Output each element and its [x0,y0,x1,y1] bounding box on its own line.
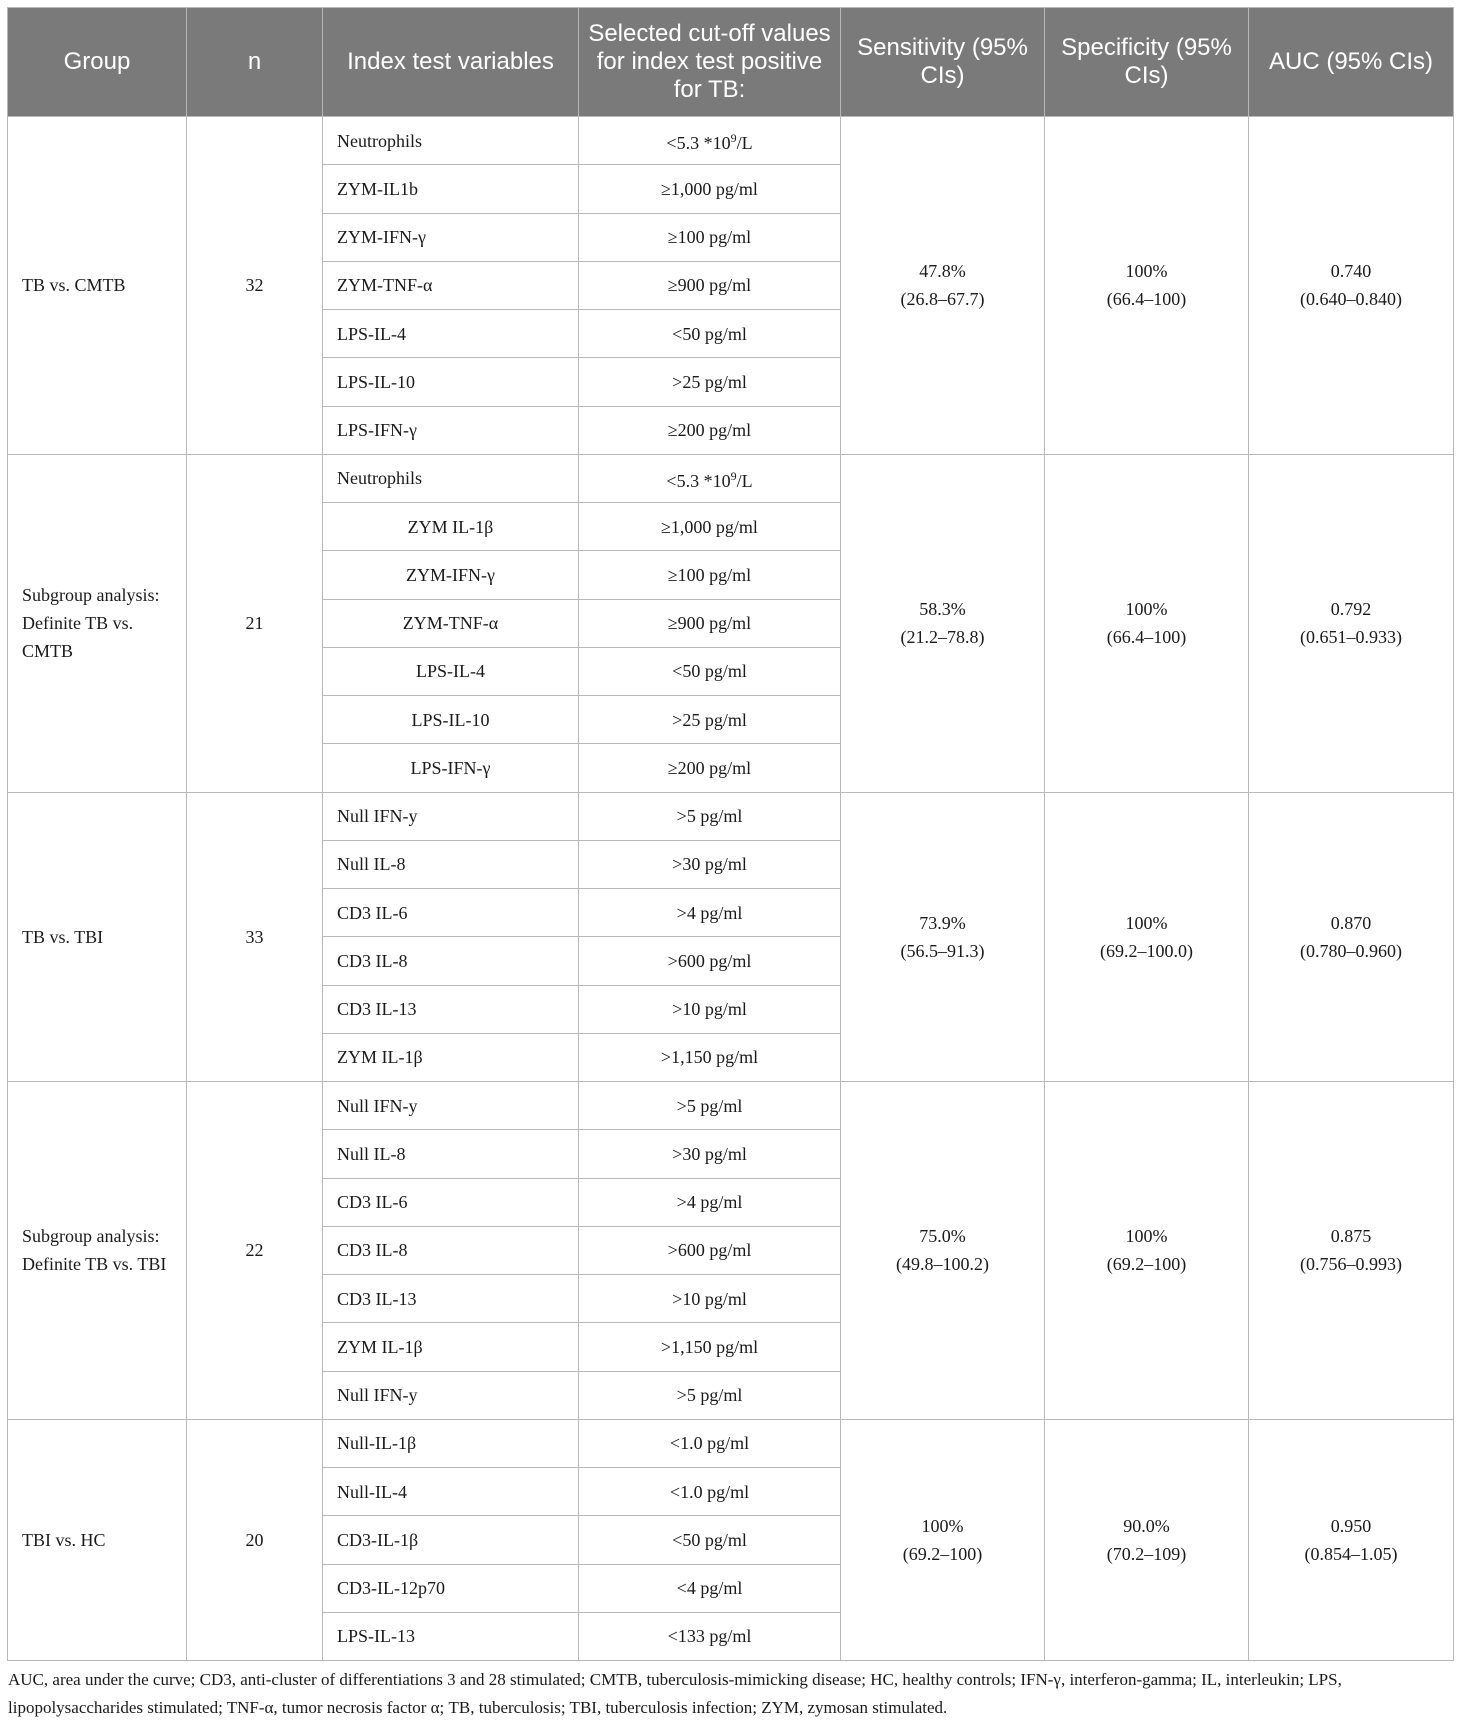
cutoff-cell [579,1275,841,1323]
cutoff-value: >30 pg/ml [672,1143,747,1164]
n-cell: 33 [187,792,323,1082]
cutoff-cell [579,261,841,309]
sensitivity-cell-value: 100% [921,1515,964,1536]
cutoff-cell [579,454,841,502]
index-variable-cell: CD3-IL-12p70 [323,1564,579,1612]
cutoff-cell [579,889,841,937]
specificity-cell [1045,792,1249,1082]
sensitivity-cell [841,1419,1045,1660]
index-variable-cell: LPS-IFN-γ [323,744,579,792]
cutoff-cell [579,937,841,985]
auc-cell [1249,1419,1454,1660]
cutoff-value: >5 pg/ml [676,806,743,827]
specificity-cell-ci: (69.2–100.0) [1100,940,1193,961]
cutoff-unit: /L [736,133,753,154]
sensitivity-cell-value: 73.9% [919,912,966,933]
specificity-cell-value: 90.0% [1123,1515,1170,1536]
index-variable-cell: ZYM-TNF-α [323,599,579,647]
n-cell: 32 [187,117,323,455]
cutoff-exponent: 9 [730,131,737,146]
specificity-cell-value: 100% [1125,599,1168,620]
cutoff-cell [579,117,841,165]
cutoff-value: ≥100 pg/ml [667,227,752,248]
cutoff-value: >1,150 pg/ml [660,1336,759,1357]
index-variable-cell: LPS-IL-4 [323,647,579,695]
cutoff-unit: /L [736,470,753,491]
specificity-cell-value: 100% [1125,261,1168,282]
cutoff-value: ≥100 pg/ml [667,564,752,585]
cutoff-value: >5 pg/ml [676,1095,743,1116]
specificity-cell [1045,1419,1249,1660]
table-footnote: AUC, area under the curve; CD3, anti-cluster of differentiations 3 and 28 stimulated; CMTB, tuberculosis-mimicking disease; HC, healthy controls; IFN-γ, interferon-gamma; IL, interleukin; LPS, lipopolysaccharides stimulated; TNF-α, tumor necrosis factor α; TB, tuberculosis; TBI, tuberculosis infection; ZYM, zymosan stimulated. [8,1670,1342,1717]
specificity-cell-value: 100% [1125,912,1168,933]
cutoff-value: <50 pg/ml [672,661,747,682]
cutoff-cell [579,647,841,695]
specificity-cell-value: 100% [1125,1226,1168,1247]
index-variable-cell: Null-IL-4 [323,1468,579,1516]
specificity-cell-ci: (69.2–100) [1106,1254,1187,1275]
cutoff-cell [579,1516,841,1564]
cutoff-cell [579,1130,841,1178]
cutoff-value: ≥1,000 pg/ml [661,178,758,199]
cutoff-cell [579,1082,841,1130]
sensitivity-cell-ci: (21.2–78.8) [900,627,985,648]
sensitivity-cell [841,117,1045,455]
index-variable-cell: LPS-IL-13 [323,1612,579,1660]
index-variable-cell: CD3 IL-8 [323,937,579,985]
index-variable-cell: CD3 IL-6 [323,889,579,937]
index-variable-cell: Null IFN-y [323,1371,579,1419]
index-variable-cell: Neutrophils [323,117,579,165]
auc-cell-value: 0.875 [1330,1226,1372,1247]
table-row [8,792,1454,840]
cutoff-cell [579,1468,841,1516]
cutoff-value: >4 pg/ml [676,902,743,923]
sensitivity-cell-ci: (56.5–91.3) [900,940,985,961]
sensitivity-cell [841,792,1045,1082]
index-variable-cell: ZYM-IL1b [323,165,579,213]
cutoff-value: <133 pg/ml [667,1626,752,1647]
cutoff-cell [579,985,841,1033]
cutoff-cell [579,696,841,744]
specificity-cell-ci: (70.2–109) [1106,1543,1187,1564]
results-table-container [7,7,1453,1722]
cutoff-value: ≥200 pg/ml [667,420,752,441]
table-row [8,117,1454,165]
index-variable-cell: CD3 IL-13 [323,1275,579,1323]
header-index-test-variables: Index test variables [323,8,579,117]
sensitivity-cell [841,454,1045,792]
group-cell: Subgroup analysis: Definite TB vs. CMTB [8,454,187,792]
index-variable-cell: CD3 IL-8 [323,1226,579,1274]
index-variable-cell: ZYM IL-1β [323,1323,579,1371]
header-row [8,8,1454,117]
sensitivity-cell [841,1082,1045,1420]
header-n: n [187,8,323,117]
index-variable-cell: Null IFN-y [323,1082,579,1130]
index-variable-cell: Null IFN-y [323,792,579,840]
header-specificity: Specificity (95% CIs) [1045,8,1249,117]
auc-cell-value: 0.740 [1330,261,1372,282]
group-cell: TB vs. CMTB [8,117,187,455]
index-variable-cell: ZYM-IFN-γ [323,551,579,599]
index-variable-cell: Null IL-8 [323,840,579,888]
cutoff-cell [579,840,841,888]
cutoff-cell [579,503,841,551]
index-variable-cell: ZYM IL-1β [323,503,579,551]
auc-cell-ci: (0.640–0.840) [1300,289,1402,310]
cutoff-cell [579,599,841,647]
index-variable-cell: CD3 IL-6 [323,1178,579,1226]
auc-cell [1249,1082,1454,1420]
index-variable-cell: Neutrophils [323,454,579,502]
cutoff-value: <1.0 pg/ml [669,1433,750,1454]
cutoff-cell [579,1564,841,1612]
auc-cell-ci: (0.780–0.960) [1300,940,1402,961]
group-cell: TB vs. TBI [8,792,187,1082]
table-row [8,1419,1454,1467]
cutoff-value: <5.3 *10 [666,133,731,154]
cutoff-value: >25 pg/ml [672,709,747,730]
auc-cell-value: 0.870 [1330,912,1372,933]
index-variable-cell: Null IL-8 [323,1130,579,1178]
specificity-cell [1045,117,1249,455]
table-body [8,117,1454,1661]
cutoff-cell [579,165,841,213]
auc-cell-value: 0.792 [1330,599,1372,620]
cutoff-cell [579,1323,841,1371]
sensitivity-cell-value: 47.8% [919,261,966,282]
cutoff-value: >1,150 pg/ml [660,1047,759,1068]
auc-cell-ci: (0.854–1.05) [1304,1543,1398,1564]
cutoff-value: ≥200 pg/ml [667,757,752,778]
index-variable-cell: ZYM-IFN-γ [323,213,579,261]
index-variable-cell: LPS-IL-10 [323,696,579,744]
auc-cell [1249,454,1454,792]
cutoff-value: <1.0 pg/ml [669,1481,750,1502]
cutoff-cell [579,310,841,358]
index-variable-cell: ZYM IL-1β [323,1033,579,1081]
cutoff-cell [579,744,841,792]
cutoff-cell [579,406,841,454]
header-cutoff-values: Selected cut-off values for index test positive for TB: [579,8,841,117]
auc-cell-value: 0.950 [1330,1515,1372,1536]
specificity-cell [1045,454,1249,792]
n-cell: 20 [187,1419,323,1660]
index-variable-cell: LPS-IL-10 [323,358,579,406]
cutoff-value: <5.3 *10 [666,470,731,491]
index-variable-cell: CD3-IL-1β [323,1516,579,1564]
group-cell: Subgroup analysis: Definite TB vs. TBI [8,1082,187,1420]
auc-cell-ci: (0.756–0.993) [1300,1254,1402,1275]
n-cell: 21 [187,454,323,792]
cutoff-cell [579,1226,841,1274]
sensitivity-cell-ci: (26.8–67.7) [900,289,985,310]
cutoff-value: >10 pg/ml [672,999,747,1020]
cutoff-value: >600 pg/ml [667,950,752,971]
specificity-cell-ci: (66.4–100) [1106,627,1187,648]
index-variable-cell: LPS-IFN-γ [323,406,579,454]
specificity-cell-ci: (66.4–100) [1106,289,1187,310]
cutoff-value: <50 pg/ml [672,323,747,344]
n-cell: 22 [187,1082,323,1420]
cutoff-value: ≥900 pg/ml [667,275,752,296]
cutoff-cell [579,1419,841,1467]
auc-cell [1249,117,1454,455]
sensitivity-cell-value: 58.3% [919,599,966,620]
sensitivity-cell-ci: (49.8–100.2) [896,1254,989,1275]
index-variable-cell: LPS-IL-4 [323,310,579,358]
sensitivity-cell-value: 75.0% [919,1226,966,1247]
diagnostic-accuracy-table [7,7,1454,1661]
cutoff-value: >10 pg/ml [672,1288,747,1309]
auc-cell-ci: (0.651–0.933) [1300,627,1402,648]
cutoff-value: <4 pg/ml [676,1578,743,1599]
cutoff-cell [579,1371,841,1419]
header-sensitivity: Sensitivity (95% CIs) [841,8,1045,117]
cutoff-value: >30 pg/ml [672,854,747,875]
cutoff-value: <50 pg/ml [672,1529,747,1550]
table-row [8,454,1454,502]
cutoff-cell [579,358,841,406]
cutoff-cell [579,792,841,840]
cutoff-value: ≥1,000 pg/ml [661,516,758,537]
group-cell: TBI vs. HC [8,1419,187,1660]
table-row [8,1082,1454,1130]
cutoff-exponent: 9 [730,468,737,483]
cutoff-cell [579,213,841,261]
sensitivity-cell-ci: (69.2–100) [902,1543,983,1564]
cutoff-cell [579,551,841,599]
cutoff-cell [579,1178,841,1226]
cutoff-value: >25 pg/ml [672,371,747,392]
cutoff-cell [579,1033,841,1081]
header-auc: AUC (95% CIs) [1249,8,1454,117]
index-variable-cell: Null-IL-1β [323,1419,579,1467]
cutoff-value: >5 pg/ml [676,1385,743,1406]
cutoff-cell [579,1612,841,1660]
specificity-cell [1045,1082,1249,1420]
header-group: Group [8,8,187,117]
index-variable-cell: ZYM-TNF-α [323,261,579,309]
cutoff-value: >4 pg/ml [676,1192,743,1213]
index-variable-cell: CD3 IL-13 [323,985,579,1033]
cutoff-value: >600 pg/ml [667,1240,752,1261]
cutoff-value: ≥900 pg/ml [667,613,752,634]
auc-cell [1249,792,1454,1082]
